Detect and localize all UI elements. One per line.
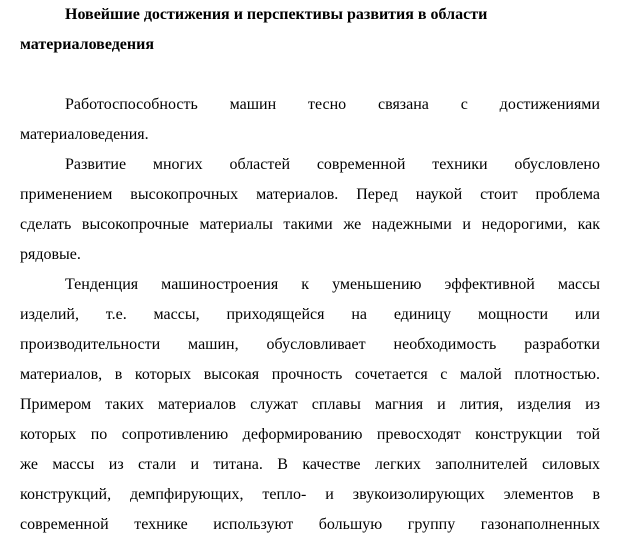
paragraph-3-line-3: производительности машин, обусловливает необходимость разработки <box>20 336 600 353</box>
paragraph-3-line-1: Тенденция машиностроения к уменьшению эффективной массы <box>65 276 600 293</box>
paragraph-2-line-1: Развитие многих областей современной техники обусловлено <box>65 156 600 173</box>
paragraph-1-line-1: Работоспособность машин тесно связана с достижениями <box>65 96 600 113</box>
paragraph-3-line-2: изделий, т.е. массы, приходящейся на единицу мощности или <box>20 306 600 323</box>
paragraph-3-line-7: же массы из стали и титана. В качестве легких заполнителей силовых <box>20 456 600 473</box>
paragraph-3-line-6: которых по сопротивлению деформированию превосходят конструкции той <box>20 426 600 443</box>
paragraph-2-line-4: рядовые. <box>20 246 81 263</box>
paragraph-1-line-2: материаловедения. <box>20 126 149 143</box>
paragraph-3-line-9: современной технике используют большую группу газонаполненных <box>20 516 600 533</box>
heading-line-2: материаловедения <box>20 36 154 53</box>
paragraph-3-line-5: Примером таких материалов служат сплавы магния и лития, изделия из <box>20 396 600 413</box>
paragraph-3-line-4: материалов, в которых высокая прочность сочетается с малой плотностью. <box>20 366 600 383</box>
paragraph-2-line-3: сделать высокопрочные материалы такими же надежными и недорогими, как <box>20 216 600 233</box>
paragraph-2-line-2: применением высокопрочных материалов. Перед наукой стоит проблема <box>20 186 600 203</box>
paragraph-3-line-8: конструкций, демпфирующих, тепло- и звукоизолирующих элементов в <box>20 486 600 503</box>
heading-line-1: Новейшие достижения и перспективы развития в области <box>65 6 488 23</box>
